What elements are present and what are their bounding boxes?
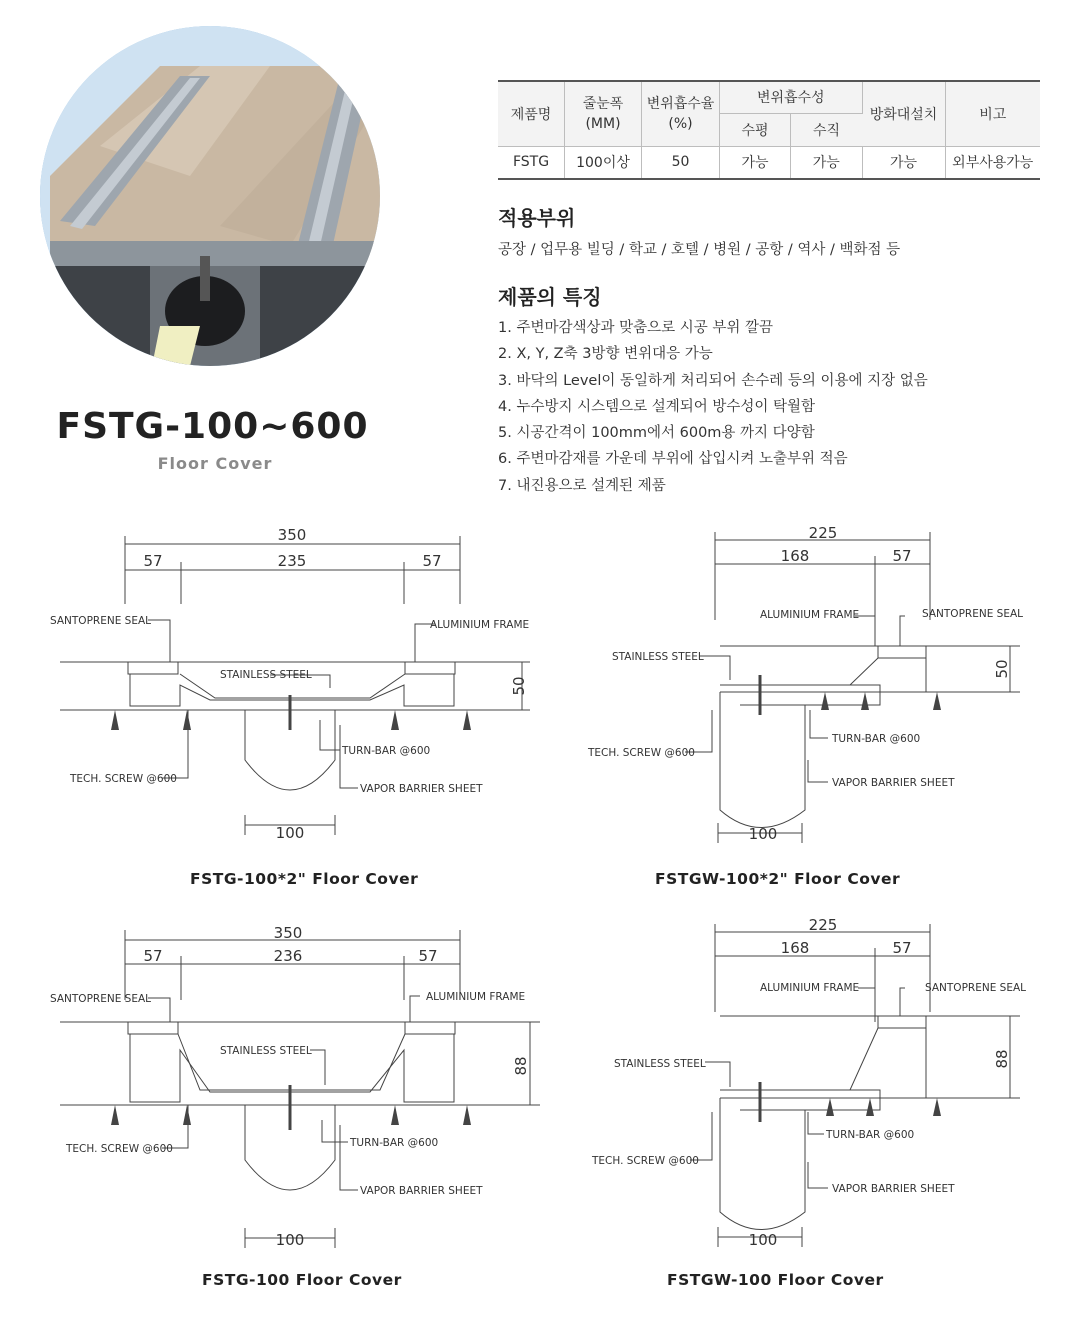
feature-item: 5. 시공간격이 100mm에서 600m용 까지 다양함 (498, 425, 815, 442)
dim-left: 168 (780, 939, 810, 957)
label-screw: TECH. SCREW @600 (588, 747, 695, 759)
caption-fstgw-100x2: FSTGW-100*2" Floor Cover (655, 870, 901, 888)
dim-height: 50 (510, 676, 528, 696)
dim-total: 350 (273, 924, 303, 942)
label-vapor: VAPOR BARRIER SHEET (832, 1183, 955, 1195)
drawing-fstgw-100x2 (580, 520, 1060, 850)
label-vapor: VAPOR BARRIER SHEET (360, 783, 483, 795)
th-absorb-rate: 변위흡수율 (%) (642, 81, 720, 146)
th-absorb: 변위흡수성 (720, 81, 863, 113)
label-frame: ALUMINIUM FRAME (426, 991, 526, 1003)
dim-total: 225 (808, 916, 838, 934)
dim-right: 57 (418, 947, 438, 965)
th-horizontal: 수평 (720, 113, 791, 146)
label-steel: STAINLESS STEEL (220, 1045, 312, 1057)
dim-total: 225 (808, 524, 838, 542)
caption-fstg-100: FSTG-100 Floor Cover (202, 1271, 402, 1289)
dim-total: 350 (277, 526, 307, 544)
drawing-fstg-100x2 (40, 520, 540, 850)
dim-mid: 236 (273, 947, 303, 965)
dim-right: 57 (422, 552, 442, 570)
drawing-fstg-100 (40, 920, 540, 1255)
th-name: 제품명 (498, 81, 565, 146)
label-screw: TECH. SCREW @600 (70, 773, 177, 785)
label-seal: SANTOPRENE SEAL (925, 982, 1026, 994)
label-steel: STAINLESS STEEL (612, 651, 704, 663)
feature-item: 1. 주변마감색상과 맞춤으로 시공 부위 깔끔 (498, 320, 773, 336)
label-steel: STAINLESS STEEL (614, 1058, 706, 1070)
label-vapor: VAPOR BARRIER SHEET (832, 777, 955, 789)
feature-item: 4. 누수방지 시스템으로 설계되어 방수성이 탁월함 (498, 398, 816, 415)
td-note: 외부사용가능 (945, 146, 1040, 179)
dim-bottom: 100 (275, 824, 305, 842)
label-turn: TURN-BAR @600 (342, 745, 431, 757)
apply-text: 공장 / 업무용 빌딩 / 학교 / 호텔 / 병원 / 공항 / 역사 / 백화점 등 (498, 242, 901, 258)
caption-fstgw-100: FSTGW-100 Floor Cover (667, 1271, 884, 1289)
td-horizontal: 가능 (720, 146, 791, 179)
dim-bottom: 100 (748, 1231, 778, 1249)
caption-fstg-100x2: FSTG-100*2" Floor Cover (190, 870, 419, 888)
dim-height: 88 (512, 1056, 530, 1076)
label-steel: STAINLESS STEEL (220, 669, 312, 681)
td-vertical: 가능 (791, 146, 863, 179)
features-heading: 제품의 특징 (498, 285, 602, 309)
dim-height: 50 (993, 659, 1011, 679)
dim-left: 168 (780, 547, 810, 565)
product-photo (40, 26, 380, 366)
dim-bottom: 100 (275, 1231, 305, 1249)
dim-right: 57 (892, 547, 912, 565)
label-seal: SANTOPRENE SEAL (50, 615, 151, 627)
label-seal: SANTOPRENE SEAL (50, 993, 151, 1005)
product-subtitle: Floor Cover (157, 454, 273, 473)
dim-left: 57 (143, 552, 163, 570)
th-fire: 방화대설치 (862, 81, 945, 146)
feature-item: 3. 바닥의 Level이 동일하게 처리되어 손수레 등의 이용에 지장 없음 (498, 372, 928, 389)
feature-item: 2. X, Y, Z축 3방향 변위대응 가능 (498, 346, 713, 363)
dim-mid: 235 (277, 552, 307, 570)
td-absorb-rate: 50 (642, 146, 720, 179)
feature-item: 7. 내진용으로 설계된 제품 (498, 477, 666, 494)
spec-table (498, 80, 1040, 180)
label-frame: ALUMINIUM FRAME (760, 609, 860, 621)
label-frame: ALUMINIUM FRAME (430, 619, 530, 631)
td-name: FSTG (498, 146, 565, 179)
apply-heading: 적용부위 (498, 206, 576, 230)
td-joint: 100이상 (565, 146, 642, 179)
th-vertical: 수직 (791, 113, 863, 146)
dim-height: 88 (993, 1049, 1011, 1069)
drawing-fstgw-100 (580, 912, 1060, 1252)
features-list (498, 315, 928, 499)
label-screw: TECH. SCREW @600 (66, 1143, 173, 1155)
label-turn: TURN-BAR @600 (832, 733, 921, 745)
label-turn: TURN-BAR @600 (350, 1137, 439, 1149)
dim-right: 57 (892, 939, 912, 957)
dim-bottom: 100 (748, 825, 778, 843)
product-title: FSTG-100~600 (56, 406, 369, 447)
label-seal: SANTOPRENE SEAL (922, 608, 1023, 620)
td-fire: 가능 (862, 146, 945, 179)
th-note: 비고 (945, 81, 1040, 146)
dim-left: 57 (143, 947, 163, 965)
label-vapor: VAPOR BARRIER SHEET (360, 1185, 483, 1197)
label-frame: ALUMINIUM FRAME (760, 982, 860, 994)
feature-item: 6. 주변마감재를 가운데 부위에 삽입시켜 노출부위 적음 (498, 451, 848, 468)
label-screw: TECH. SCREW @600 (592, 1155, 699, 1167)
th-joint: 줄눈폭 (MM) (565, 81, 642, 146)
label-turn: TURN-BAR @600 (826, 1129, 915, 1141)
